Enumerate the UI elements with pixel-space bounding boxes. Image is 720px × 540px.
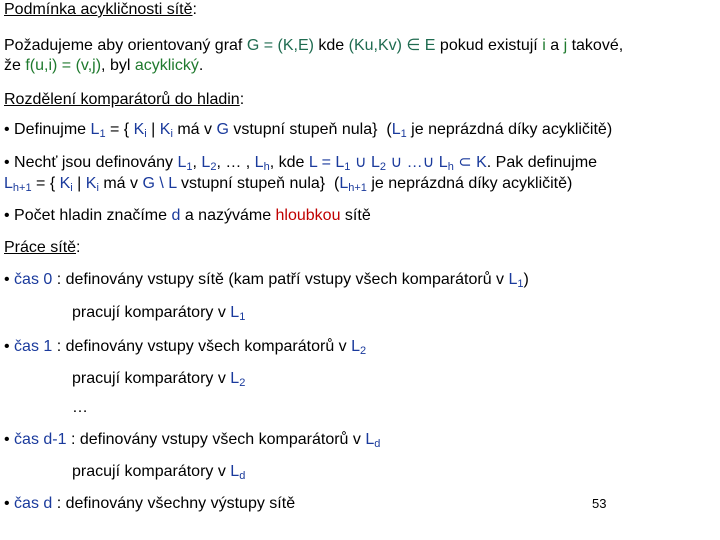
work-heading: Práce sítě: <box>4 239 81 256</box>
time-0-sub: pracují komparátory v $L_1$ <box>72 304 246 323</box>
intro-line-1: Požadujeme aby orientovaný graf G = (K,E) kde (Ku,Kv) ∈ E pokud existují i a j takové, <box>4 37 624 54</box>
bullet-definition-lh-2: $L_{h+1}$ = { $K_i$ | $K_i$ má v G \ L vstupní stupeň nula} ($L_{h+1}$ je neprázdná díky acykličitě) <box>4 175 573 194</box>
condition-title: Podmínka acykličnosti sítě <box>4 1 193 18</box>
time-d1-sub: pracují komparátory v $L_d$ <box>72 463 246 482</box>
work-title: Práce sítě <box>4 239 77 256</box>
time-d-label: čas d <box>14 495 53 512</box>
time-1-label: čas 1 <box>14 338 53 355</box>
bullet-definition-lh-1: • Nechť jsou definovány $L_1$, $L_2$, … , $L_h$, kde $L = L_1$ ∪ $L_2$ ∪ …∪ $L_h$ ⊂ K. Pak definujme <box>4 154 598 173</box>
mapping-expression: f(u,i) = (v,j) <box>25 57 102 74</box>
acyclic-term: acyklický <box>134 57 199 74</box>
ellipsis: … <box>72 399 88 416</box>
intro-line-2: že f(u,i) = (v,j), byl acyklický. <box>4 57 204 74</box>
time-d1-line: • čas d-1 : definovány vstupy všech komparátorů v $L_d$ <box>4 431 381 450</box>
distribution-heading: Rozdělení komparátorů do hladin: <box>4 91 245 108</box>
page-number: 53 <box>592 496 607 511</box>
time-d1-label: čas d-1 <box>14 431 67 448</box>
time-1-line: • čas 1 : definovány vstupy všech komparátorů v $L_2$ <box>4 338 367 357</box>
time-0-label: čas 0 <box>14 271 53 288</box>
time-1-sub: pracují komparátory v $L_2$ <box>72 370 246 389</box>
bullet-depth: • Počet hladin značíme d a nazýváme hloubkou sítě <box>4 207 371 224</box>
time-d-line: • čas d : definovány všechny výstupy sítě <box>4 495 296 512</box>
bullet-definition-l1: • Definujme $L_1$ = { $K_i$ | $K_i$ má v G vstupní stupeň nula} ($L_1$ je neprázdná díky acykličitě) <box>4 121 613 140</box>
distribution-title: Rozdělení komparátorů do hladin <box>4 91 240 108</box>
condition-heading: Podmínka acykličnosti sítě: <box>4 1 197 18</box>
depth-symbol: d <box>171 207 181 224</box>
time-0-line: • čas 0 : definovány vstupy sítě (kam patří vstupy všech komparátorů v $L_1$) <box>4 271 529 290</box>
depth-term: hloubkou <box>275 207 341 224</box>
